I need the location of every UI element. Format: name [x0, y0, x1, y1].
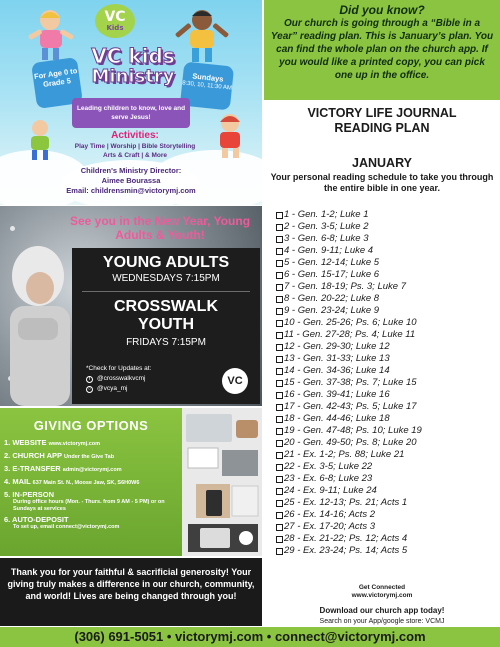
- reading-plan-day-text: 23 - Ex. 6-8; Luke 23: [284, 473, 373, 484]
- laptop-phone-photo: [182, 408, 262, 556]
- giving-option-detail[interactable]: www.victorymj.com: [48, 441, 101, 447]
- reading-plan-day-text: 9 - Gen. 23-24; Luke 9: [284, 305, 380, 316]
- checkbox-icon[interactable]: [276, 380, 283, 387]
- vc-kids-logo-sub: Kids: [106, 24, 124, 32]
- checkbox-icon[interactable]: [276, 488, 283, 495]
- youth-heading: See you in the New Year, Young Adults & Youth!: [69, 214, 251, 242]
- activities-block: [40, 130, 230, 160]
- giving-title: GIVING OPTIONS: [33, 418, 149, 433]
- reading-plan-day-text: 12 - Gen. 29-30; Luke 12: [284, 341, 390, 352]
- checkbox-icon[interactable]: [276, 236, 283, 243]
- sundays-label: Sundays: [191, 71, 224, 84]
- download-app-text: Download our church app today!: [319, 606, 445, 615]
- checkbox-icon[interactable]: [276, 392, 283, 399]
- reading-plan-day: [276, 329, 496, 341]
- checkbox-icon[interactable]: [276, 548, 283, 555]
- checkbox-icon[interactable]: [276, 440, 283, 447]
- reading-plan-day: [276, 509, 496, 521]
- reading-plan-day-text: 17 - Gen. 42-43; Ps. 5; Luke 17: [284, 401, 417, 412]
- instagram-handle: @vcya_mj: [97, 385, 128, 392]
- checkbox-icon[interactable]: [276, 416, 283, 423]
- reading-plan-day: [276, 425, 496, 437]
- checkbox-icon[interactable]: [276, 428, 283, 435]
- giving-photos: [182, 408, 262, 556]
- giving-option-label: 3. E-TRANSFER: [4, 464, 61, 473]
- giving-option-label: 6. AUTO-DEPOSIT: [4, 515, 69, 524]
- reading-plan-day: [276, 353, 496, 365]
- giving-option-detail[interactable]: 637 Main St. N., Moose Jaw, SK, S6H0W6: [32, 480, 140, 486]
- giving-option-label: 4. MAIL: [4, 477, 31, 486]
- facebook-link[interactable]: [86, 374, 151, 384]
- reading-plan-month: JANUARY: [352, 156, 412, 170]
- age-badge: For Age 0 to Grade 5: [31, 57, 83, 109]
- thank-you-text: Thank you for your faithful & sacrificial generosity! Your giving truly makes a difference in our church, community, and world! Lives are being changed through you!: [7, 567, 255, 601]
- kids-tagline: Leading children to know, love and serve Jesus!: [72, 98, 190, 128]
- checkbox-icon[interactable]: [276, 356, 283, 363]
- giving-option: [4, 477, 180, 488]
- winter-person-photo: [0, 236, 72, 406]
- reading-plan-day-text: 11 - Gen. 27-28; Ps. 4; Luke 11: [284, 329, 416, 340]
- activities-line1: Play Time | Worship | Bible Storytelling: [74, 143, 196, 150]
- reading-plan-day-text: 2 - Gen. 3-5; Luke 2: [284, 221, 369, 232]
- giving-list-area: [0, 408, 182, 556]
- reading-plan-day: [276, 461, 496, 473]
- checkbox-icon[interactable]: [276, 260, 283, 267]
- checkbox-icon[interactable]: [276, 464, 283, 471]
- director-name: Aimee Bourassa: [101, 176, 161, 185]
- checkbox-icon[interactable]: [276, 320, 283, 327]
- vc-kids-logo-text: VC: [104, 9, 126, 25]
- reading-plan-day: [276, 269, 496, 281]
- reading-plan-day: [276, 341, 496, 353]
- director-block: [0, 166, 262, 196]
- giving-option-label: 1. WEBSITE: [4, 438, 47, 447]
- crosswalk-title-line2: YOUTH: [138, 316, 194, 333]
- reading-plan-day-text: 4 - Gen. 9-11; Luke 4: [284, 245, 374, 256]
- reading-plan-day-text: 8 - Gen. 20-22; Luke 8: [284, 293, 380, 304]
- checkbox-icon[interactable]: [276, 308, 283, 315]
- reading-plan-description: Your personal reading schedule to take you through the entire bible in one year.: [270, 172, 494, 193]
- reading-plan-panel: [264, 100, 500, 626]
- instagram-icon: ○: [87, 385, 92, 392]
- checkbox-icon[interactable]: [276, 344, 283, 351]
- reading-plan-day-text: 16 - Gen. 39-41; Luke 16: [284, 389, 390, 400]
- reading-plan-day-text: 14 - Gen. 34-36; Luke 14: [284, 365, 390, 376]
- reading-plan-day: [276, 389, 496, 401]
- reading-plan-day: [276, 545, 496, 557]
- facebook-handle: @crosswalkvcmj: [97, 375, 146, 382]
- giving-option-label: 5. IN-PERSON: [4, 490, 55, 499]
- reading-plan-day-text: 20 - Gen. 49-50; Ps. 8; Luke 20: [284, 437, 417, 448]
- reading-plan-day: [276, 533, 496, 545]
- checkbox-icon[interactable]: [276, 272, 283, 279]
- giving-option-label: 2. CHURCH APP: [4, 451, 62, 460]
- checkbox-icon[interactable]: [276, 332, 283, 339]
- crosswalk-title-line1: CROSSWALK: [114, 298, 218, 315]
- activities-heading: Activities:: [111, 130, 159, 141]
- reading-plan-day-text: 7 - Gen. 18-19; Ps. 3; Luke 7: [284, 281, 406, 292]
- checkbox-icon[interactable]: [276, 212, 283, 219]
- reading-plan-day: [276, 245, 496, 257]
- giving-option: [4, 515, 180, 531]
- youth-panel: [0, 206, 262, 406]
- young-adults-title: YOUNG ADULTS: [102, 254, 230, 271]
- app-store-search-text: Search on your App/google store: VCMJ: [319, 618, 445, 625]
- reading-plan-day: [276, 257, 496, 269]
- reading-plan-day: [276, 497, 496, 509]
- checkbox-icon[interactable]: [276, 248, 283, 255]
- thank-you-panel: [0, 558, 262, 626]
- reading-plan-day-text: 29 - Ex. 23-24; Ps. 14; Acts 5: [284, 545, 408, 556]
- get-connected-url[interactable]: www.victorymj.com: [351, 592, 413, 599]
- reading-plan-day-text: 24 - Ex. 9-11; Luke 24: [284, 485, 377, 496]
- giving-option: [4, 451, 180, 462]
- giving-option: [4, 490, 180, 513]
- giving-option-note: During office hours (Mon. - Thurs. from 9 AM - 5 PM) or on Sundays at services: [13, 499, 165, 512]
- reading-plan-day-text: 25 - Ex. 12-13; Ps. 21; Acts 1: [284, 497, 408, 508]
- kids-ministry-panel: [0, 0, 262, 205]
- reading-plan-day-text: 10 - Gen. 25-26; Ps. 6; Luke 10: [284, 317, 417, 328]
- reading-plan-day: [276, 521, 496, 533]
- did-you-know-body: Our church is going through a “Bible in a Year” reading plan. This is January’s plan. You can find the whole plan on the church app. If you would like a printed copy, you can pick one up in the office.: [270, 18, 494, 81]
- reading-plan-title: [264, 106, 500, 136]
- reading-plan-day-text: 6 - Gen. 15-17; Luke 6: [284, 269, 380, 280]
- reading-plan-day: [276, 401, 496, 413]
- giving-option-note: To set up, email connect@victorymj.com: [13, 524, 120, 530]
- card-divider: [82, 291, 250, 292]
- checkbox-icon[interactable]: [276, 296, 283, 303]
- child-illustration-left: [20, 6, 82, 64]
- director-label: Children's Ministry Director:: [80, 166, 182, 175]
- kids-title-line1: VC kids: [91, 44, 175, 68]
- reading-plan-title-line1: VICTORY LIFE JOURNAL: [307, 106, 457, 120]
- director-email[interactable]: Email: childrensmin@victorymj.com: [66, 186, 196, 195]
- sundays-times: 8:30, 10, 11:30 AM: [181, 80, 233, 92]
- reading-plan-day-text: 28 - Ex. 21-22; Ps. 12; Acts 4: [284, 533, 408, 544]
- reading-plan-day: [276, 437, 496, 449]
- reading-plan-day: [276, 473, 496, 485]
- giving-options-panel: [0, 408, 262, 556]
- reading-plan-day-text: 1 - Gen. 1-2; Luke 1: [284, 209, 369, 220]
- checkbox-icon[interactable]: [276, 512, 283, 519]
- reading-plan-list: [276, 209, 496, 557]
- reading-plan-day-text: 22 - Ex. 3-5; Luke 22: [284, 461, 373, 472]
- reading-plan-day-text: 15 - Gen. 37-38; Ps. 7; Luke 15: [284, 377, 417, 388]
- reading-plan-day-text: 19 - Gen. 47-48; Ps. 10; Luke 19: [284, 425, 422, 436]
- checkbox-icon[interactable]: [276, 284, 283, 291]
- checkbox-icon[interactable]: [276, 368, 283, 375]
- reading-plan-day-text: 5 - Gen. 12-14; Luke 5: [284, 257, 380, 268]
- reading-plan-day: [276, 293, 496, 305]
- reading-plan-day: [276, 305, 496, 317]
- giving-options-list: [4, 438, 180, 533]
- checkbox-icon[interactable]: [276, 476, 283, 483]
- reading-plan-day: [276, 233, 496, 245]
- vc-logo: VC: [222, 368, 248, 394]
- young-adults-time: WEDNESDAYS 7:15PM: [112, 273, 220, 284]
- checkbox-icon[interactable]: [276, 524, 283, 531]
- reading-plan-day: [276, 413, 496, 425]
- reading-plan-day: [276, 221, 496, 233]
- crosswalk-time: FRIDAYS 7:15PM: [126, 337, 206, 348]
- instagram-link[interactable]: [86, 384, 151, 394]
- facebook-icon: f: [86, 376, 93, 383]
- giving-option-detail[interactable]: admin@victorymj.com: [62, 467, 122, 473]
- giving-option: [4, 464, 180, 475]
- contact-footer: (306) 691-5051 • victorymj.com • connect@victorymj.com: [0, 627, 500, 647]
- reading-plan-day: [276, 365, 496, 377]
- reading-plan-day: [276, 281, 496, 293]
- reading-plan-title-line2: READING PLAN: [334, 121, 430, 135]
- checkbox-icon[interactable]: [276, 500, 283, 507]
- get-connected-label: Get Connected: [358, 584, 406, 591]
- activities-line2: Arts & Craft | & More: [103, 152, 167, 159]
- giving-option: [4, 438, 180, 449]
- reading-plan-day: [276, 485, 496, 497]
- get-connected-block: [264, 584, 500, 600]
- giving-option-detail[interactable]: Under the Give Tab: [64, 454, 115, 460]
- social-links: [86, 364, 151, 394]
- checkbox-icon[interactable]: [276, 452, 283, 459]
- updates-label: *Check for Updates at:: [86, 365, 152, 372]
- did-you-know-heading: Did you know?: [339, 3, 425, 17]
- kids-ministry-title: [78, 45, 188, 87]
- did-you-know-panel: [264, 0, 500, 100]
- kids-title-line2: Ministry: [91, 66, 175, 87]
- checkbox-icon[interactable]: [276, 404, 283, 411]
- reading-plan-day-text: 27 - Ex. 17-20; Acts 3: [284, 521, 375, 532]
- reading-plan-day: [276, 317, 496, 329]
- youth-schedule-card: [72, 248, 260, 404]
- snowflake: [10, 226, 15, 231]
- vc-kids-logo: [95, 4, 135, 38]
- reading-plan-day-text: 3 - Gen. 6-8; Luke 3: [284, 233, 369, 244]
- reading-plan-day: [276, 449, 496, 461]
- reading-plan-day-text: 26 - Ex. 14-16; Acts 2: [284, 509, 375, 520]
- reading-plan-day-text: 21 - Ex. 1-2; Ps. 88; Luke 21: [284, 449, 405, 460]
- checkbox-icon[interactable]: [276, 224, 283, 231]
- checkbox-icon[interactable]: [276, 536, 283, 543]
- reading-plan-day-text: 18 - Gen. 44-46; Luke 18: [284, 413, 390, 424]
- reading-plan-day-text: 13 - Gen. 31-33; Luke 13: [284, 353, 390, 364]
- reading-plan-day: [276, 209, 496, 221]
- reading-plan-day: [276, 377, 496, 389]
